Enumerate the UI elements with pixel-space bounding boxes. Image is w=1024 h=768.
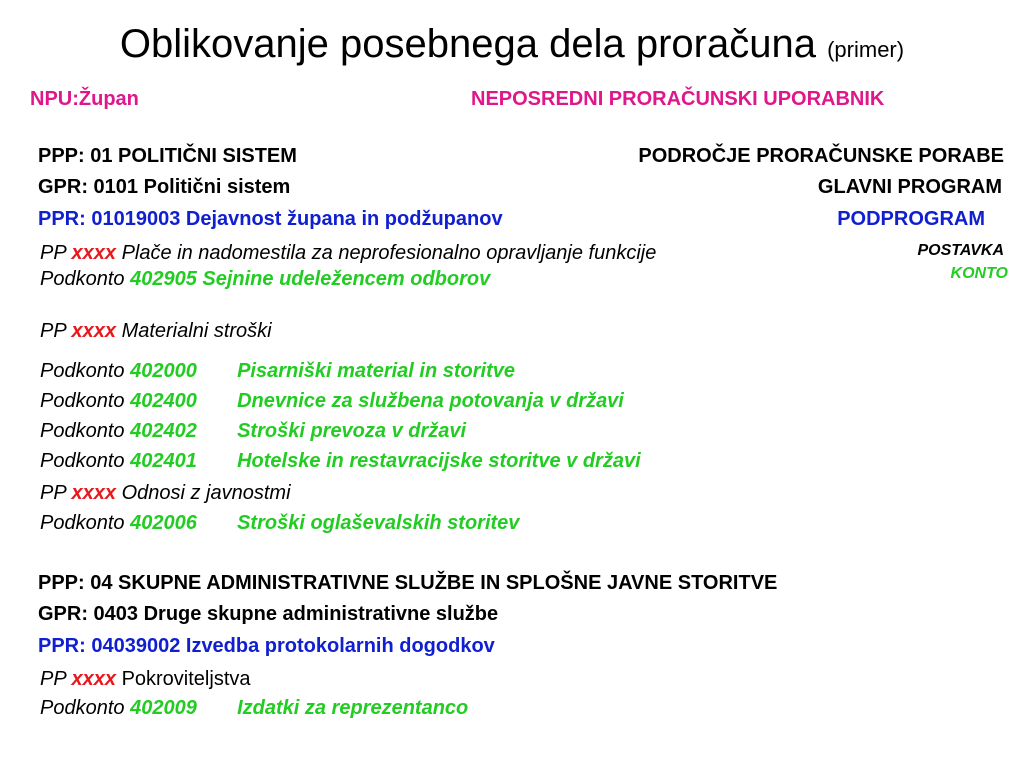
title-sub: (primer) bbox=[827, 37, 905, 62]
s1-pp3-konto: Podkonto 402006 Stroški oglaševalskih storitev bbox=[40, 512, 520, 534]
legend-konto: KONTO bbox=[950, 265, 1008, 282]
s2-ppp: PPP: 04 SKUPNE ADMINISTRATIVNE SLUŽBE IN SPLOŠNE JAVNE STORITVE bbox=[38, 572, 778, 594]
s1-pp3: PP xxxx Odnosi z javnostmi bbox=[40, 482, 291, 504]
s1-gpr: GPR: 0101 Politični sistem bbox=[38, 176, 291, 198]
s1-pp2: PP xxxx Materialni stroški bbox=[40, 320, 272, 342]
s2-pp1-konto: Podkonto 402009 Izdatki za reprezentanco bbox=[40, 697, 469, 719]
legend-ppp: PODROČJE PRORAČUNSKE PORABE bbox=[638, 145, 1004, 167]
s1-pp1-konto: Podkonto 402905 Sejnine udeležencem odborov bbox=[40, 268, 491, 290]
s1-ppp: PPP: 01 POLITIČNI SISTEM bbox=[38, 145, 297, 167]
s1-pp2-konto-0: Podkonto 402000 Pisarniški material in storitve bbox=[40, 360, 515, 382]
s1-pp2-konto-3: Podkonto 402401 Hotelske in restavracijske storitve v državi bbox=[40, 450, 641, 472]
legend-gpr: GLAVNI PROGRAM bbox=[817, 176, 1002, 198]
legend-postavka: POSTAVKA bbox=[917, 242, 1004, 259]
s1-pp2-konto-1: Podkonto 402400 Dnevnice za službena potovanja v državi bbox=[40, 390, 624, 412]
npu-description: NEPOSREDNI PRORAČUNSKI UPORABNIK bbox=[471, 88, 885, 110]
s1-pp1: PP xxxx Plače in nadomestila za neprofesionalno opravljanje funkcije bbox=[40, 242, 657, 264]
s2-pp1: PP xxxx Pokroviteljstva bbox=[40, 668, 251, 690]
s2-ppr: PPR: 04039002 Izvedba protokolarnih dogodkov bbox=[38, 635, 495, 657]
title-main: Oblikovanje posebnega dela proračuna bbox=[119, 22, 816, 66]
legend-ppr: PODPROGRAM bbox=[837, 208, 985, 230]
s1-pp2-konto-2: Podkonto 402402 Stroški prevoza v državi bbox=[40, 420, 467, 442]
s2-gpr: GPR: 0403 Druge skupne administrativne službe bbox=[38, 603, 499, 625]
s1-ppr: PPR: 01019003 Dejavnost župana in podžupanov bbox=[38, 208, 503, 230]
page-title bbox=[0, 22, 1024, 67]
npu-label: NPU:Župan bbox=[30, 88, 139, 110]
